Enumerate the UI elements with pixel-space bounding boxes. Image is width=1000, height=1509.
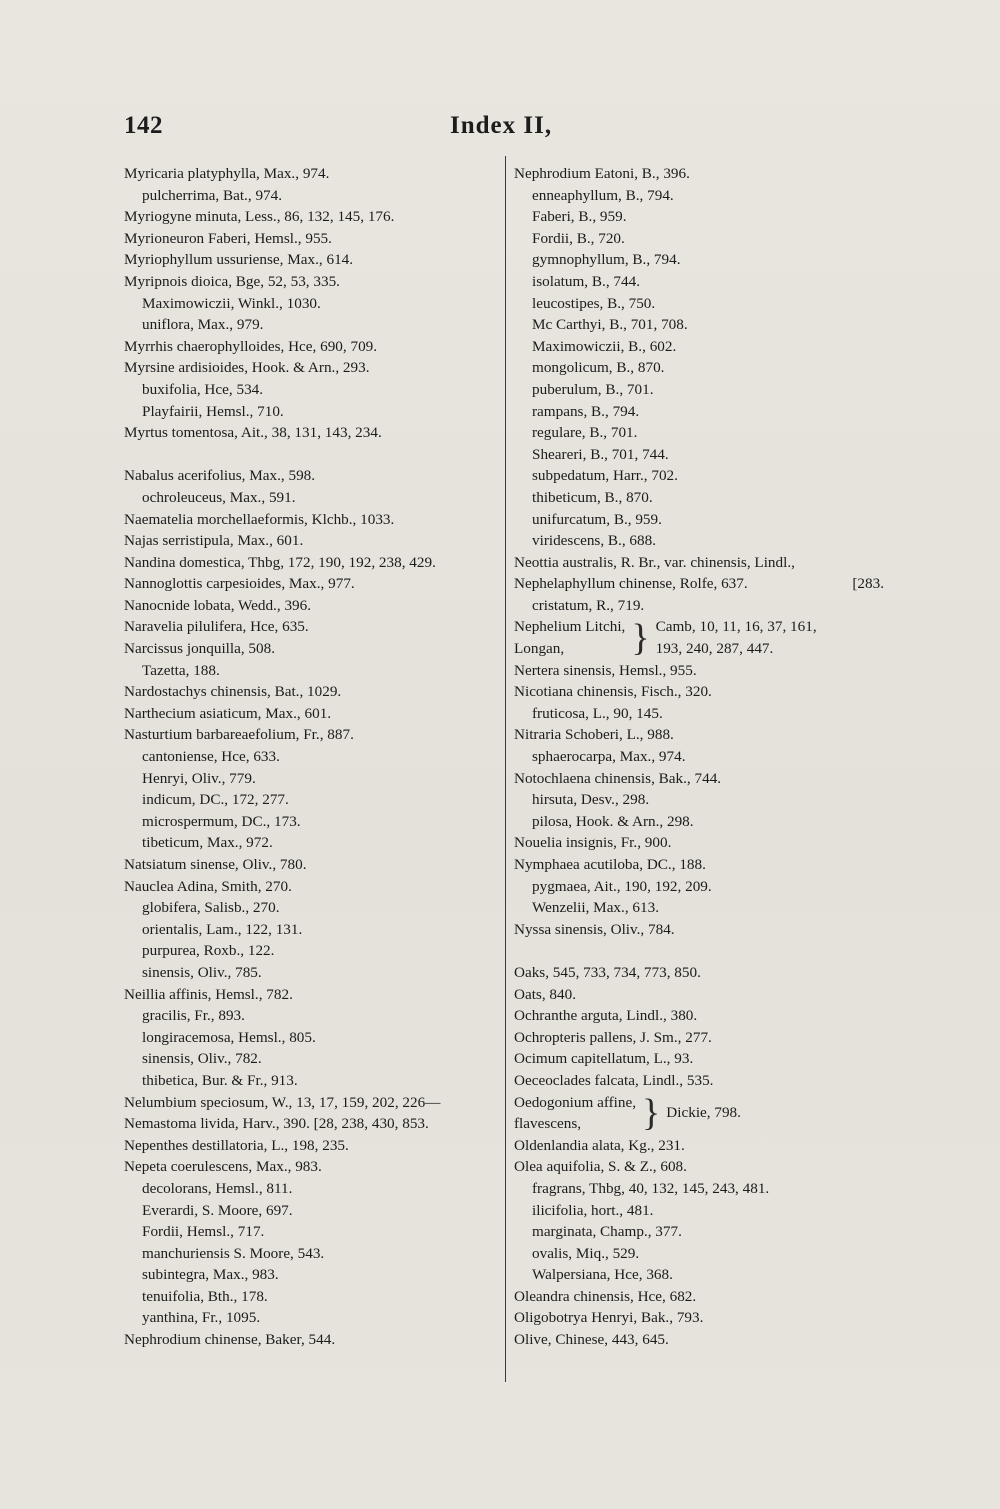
- index-subentry: purpurea, Roxb., 122.: [142, 942, 275, 960]
- index-subentry: ovalis, Miq., 529.: [532, 1244, 640, 1262]
- index-subentry: ochroleuceus, Max., 591.: [142, 488, 296, 506]
- index-subentry: tibeticum, Max., 972.: [142, 834, 273, 852]
- index-subentry: yanthina, Fr., 1095.: [142, 1309, 261, 1327]
- index-subentry: viridescens, B., 688.: [532, 532, 657, 550]
- index-entry: Oaks, 545, 733, 734, 773, 850.: [514, 963, 701, 981]
- index-entry: Nanocnide lobata, Wedd., 396.: [124, 596, 312, 614]
- index-entry: Nandina domestica, Thbg, 172, 190, 192, 238, 429.: [124, 553, 436, 571]
- index-entry: Notochlaena chinensis, Bak., 744.: [514, 769, 722, 787]
- running-title: Index II,: [450, 112, 553, 139]
- braced-refs: [656, 616, 817, 659]
- index-subentry: Sheareri, B., 701, 744.: [532, 445, 669, 463]
- index-subentry: pygmaea, Ait., 190, 192, 209.: [532, 877, 712, 895]
- index-subentry: ilicifolia, hort., 481.: [532, 1201, 654, 1219]
- braced-names: [514, 1092, 636, 1135]
- index-subentry: unifurcatum, B., 959.: [532, 510, 662, 528]
- index-entry: Nicotiana chinensis, Fisch., 320.: [514, 683, 712, 701]
- braced-name: Oedogonium affine,: [514, 1093, 637, 1111]
- index-subentry: manchuriensis S. Moore, 543.: [142, 1244, 325, 1262]
- index-subentry: sphaerocarpa, Max., 974.: [532, 748, 686, 766]
- index-entry: Nephrodium chinense, Baker, 544.: [124, 1331, 336, 1349]
- braced-name: Nephelium Litchi,: [514, 618, 626, 636]
- index-subentry: Playfairii, Hemsl., 710.: [142, 402, 284, 420]
- index-entry: Naematelia morchellaeformis, Klchb., 1033.: [124, 510, 395, 528]
- section-gap: [124, 444, 502, 466]
- index-entry: Nepenthes destillatoria, L., 198, 235.: [124, 1136, 349, 1154]
- index-entry: Myrioneuron Faberi, Hemsl., 955.: [124, 229, 332, 247]
- index-subentry: mongolicum, B., 870.: [532, 359, 665, 377]
- index-entry: Myrsine ardisioides, Hook. & Arn., 293.: [124, 359, 370, 377]
- index-entry: Oats, 840.: [514, 985, 577, 1003]
- index-subentry: longiracemosa, Hemsl., 805.: [142, 1028, 316, 1046]
- index-entry: Oldenlandia alata, Kg., 231.: [514, 1136, 685, 1154]
- index-entry: Oligobotrya Henryi, Bak., 793.: [514, 1309, 704, 1327]
- page-number: 142: [124, 112, 163, 139]
- index-subentry: puberulum, B., 701.: [532, 380, 654, 398]
- index-entry: Nelumbium speciosum, W., 13, 17, 159, 202, 226—: [124, 1093, 441, 1111]
- index-subentry: gymnophyllum, B., 794.: [532, 251, 681, 269]
- index-entry: Nymphaea acutiloba, DC., 188.: [514, 856, 706, 873]
- braced-ref-line: 193, 240, 287, 447.: [655, 640, 774, 658]
- index-subentry: uniflora, Max., 979.: [142, 316, 264, 334]
- index-subentry: cristatum, R., 719.: [532, 596, 645, 614]
- section-gap: [514, 940, 914, 962]
- braced-refs: [666, 1102, 741, 1124]
- index-entry: Natsiatum sinense, Oliv., 780.: [124, 856, 307, 873]
- index-entry: Myriogyne minuta, Less., 86, 132, 145, 176.: [124, 208, 395, 226]
- index-entry: Nauclea Adina, Smith, 270.: [124, 877, 292, 895]
- index-entry: Neillia affinis, Hemsl., 782.: [124, 985, 293, 1003]
- index-entry: Myriophyllum ussuriense, Max., 614.: [124, 251, 354, 269]
- index-subentry: subpedatum, Harr., 702.: [532, 467, 678, 485]
- index-subentry: Walpersiana, Hce, 368.: [532, 1266, 673, 1284]
- index-entry: Nouelia insignis, Fr., 900.: [514, 834, 672, 852]
- braced-entry-group: [514, 616, 914, 659]
- index-subentry: Fordii, B., 720.: [532, 229, 625, 247]
- index-entry-text: Nephelaphyllum chinense, Rolfe, 637.: [514, 575, 748, 593]
- index-subentry: Everardi, S. Moore, 697.: [142, 1201, 293, 1219]
- index-entry: Olive, Chinese, 443, 645.: [514, 1331, 669, 1349]
- index-entry: Nabalus acerifolius, Max., 598.: [124, 467, 316, 485]
- index-subentry: tenuifolia, Bth., 178.: [142, 1287, 268, 1305]
- index-entry: Oeceoclades falcata, Lindl., 535.: [514, 1071, 714, 1089]
- continuation-refs: [283.: [852, 575, 884, 593]
- index-subentry: gracilis, Fr., 893.: [142, 1007, 245, 1025]
- index-entry: Naravelia pilulifera, Hce, 635.: [124, 618, 309, 636]
- index-entry: Nephrodium Eatoni, B., 396.: [514, 165, 690, 182]
- index-entry: Nasturtium barbareaefolium, Fr., 887.: [124, 726, 354, 744]
- index-subentry: thibeticum, B., 870.: [532, 488, 653, 506]
- index-entry: Nitraria Schoberi, L., 988.: [514, 726, 674, 744]
- index-subentry: pilosa, Hook. & Arn., 298.: [532, 812, 694, 830]
- index-entry: Nepeta coerulescens, Max., 983.: [124, 1158, 322, 1176]
- index-subentry: Faberi, B., 959.: [532, 208, 627, 226]
- index-subentry: indicum, DC., 172, 277.: [142, 791, 289, 809]
- index-entry: Ochranthe arguta, Lindl., 380.: [514, 1007, 698, 1025]
- index-entry: Myrtus tomentosa, Ait., 38, 131, 143, 234.: [124, 424, 382, 442]
- index-subentry: hirsuta, Desv., 298.: [532, 791, 650, 809]
- index-subentry: Fordii, Hemsl., 717.: [142, 1223, 265, 1241]
- index-subentry: subintegra, Max., 983.: [142, 1266, 279, 1284]
- index-subentry: isolatum, B., 744.: [532, 272, 641, 290]
- curly-brace-icon: }: [642, 1092, 661, 1135]
- index-subentry: regulare, B., 701.: [532, 424, 638, 442]
- index-entry: Ocimum capitellatum, L., 93.: [514, 1050, 694, 1068]
- index-subentry: pulcherrima, Bat., 974.: [142, 186, 283, 204]
- braced-ref-line: Camb, 10, 11, 16, 37, 161,: [655, 618, 817, 636]
- index-subentry: Maximowiczii, B., 602.: [532, 337, 677, 355]
- index-entry: Nertera sinensis, Hemsl., 955.: [514, 661, 697, 679]
- index-subentry: microspermum, DC., 173.: [142, 812, 301, 830]
- index-entry: Ochropteris pallens, J. Sm., 277.: [514, 1028, 712, 1046]
- index-subentry: Mc Carthyi, B., 701, 708.: [532, 316, 688, 334]
- index-entry: Oleandra chinensis, Hce, 682.: [514, 1287, 697, 1305]
- column-divider: [505, 156, 506, 1382]
- braced-name: flavescens,: [514, 1115, 582, 1133]
- right-index-column: [514, 163, 914, 1351]
- index-subentry: cantoniense, Hce, 633.: [142, 748, 280, 766]
- index-entry: Nyssa sinensis, Oliv., 784.: [514, 920, 675, 938]
- index-subentry: marginata, Champ., 377.: [532, 1223, 682, 1241]
- index-entry: Nannoglottis carpesioides, Max., 977.: [124, 575, 355, 593]
- curly-brace-icon: }: [631, 617, 650, 660]
- index-entry: Neottia australis, R. Br., var. chinensis, Lindl.,: [514, 553, 795, 571]
- index-entry: Myrrhis chaerophylloides, Hce, 690, 709.: [124, 337, 378, 355]
- index-subentry: sinensis, Oliv., 785.: [142, 963, 262, 981]
- index-entry: Olea aquifolia, S. & Z., 608.: [514, 1158, 687, 1176]
- index-subentry: fruticosa, L., 90, 145.: [532, 704, 663, 722]
- index-subentry: sinensis, Oliv., 782.: [142, 1050, 262, 1068]
- index-subentry: globifera, Salisb., 270.: [142, 899, 280, 917]
- index-subentry: Tazetta, 188.: [142, 661, 220, 679]
- index-subentry: rampans, B., 794.: [532, 402, 640, 420]
- index-entry: Nardostachys chinensis, Bat., 1029.: [124, 683, 342, 701]
- index-subentry: Henryi, Oliv., 779.: [142, 769, 256, 787]
- index-subentry: Maximowiczii, Winkl., 1030.: [142, 294, 321, 312]
- index-entry: [514, 573, 914, 595]
- left-index-column: [124, 163, 502, 1351]
- index-subentry: orientalis, Lam., 122, 131.: [142, 920, 303, 938]
- index-entry: Nemastoma livida, Harv., 390. [28, 238, 430, 853.: [124, 1115, 429, 1133]
- index-subentry: Wenzelii, Max., 613.: [532, 899, 659, 917]
- braced-names: [514, 616, 625, 659]
- index-subentry: enneaphyllum, B., 794.: [532, 186, 674, 204]
- index-subentry: leucostipes, B., 750.: [532, 294, 656, 312]
- index-entry: Najas serristipula, Max., 601.: [124, 532, 304, 550]
- index-entry: Narthecium asiaticum, Max., 601.: [124, 704, 332, 722]
- index-subentry: decolorans, Hemsl., 811.: [142, 1179, 293, 1197]
- index-subentry: thibetica, Bur. & Fr., 913.: [142, 1071, 298, 1089]
- index-subentry: buxifolia, Hce, 534.: [142, 380, 264, 398]
- index-entry: Myripnois dioica, Bge, 52, 53, 335.: [124, 272, 340, 290]
- index-entry: Myricaria platyphylla, Max., 974.: [124, 165, 330, 182]
- braced-entry-group: [514, 1092, 914, 1135]
- index-entry: Narcissus jonquilla, 508.: [124, 640, 276, 658]
- braced-name: Longan,: [514, 640, 565, 658]
- index-subentry: fragrans, Thbg, 40, 132, 145, 243, 481.: [532, 1179, 770, 1197]
- braced-ref-line: Dickie, 798.: [666, 1104, 741, 1122]
